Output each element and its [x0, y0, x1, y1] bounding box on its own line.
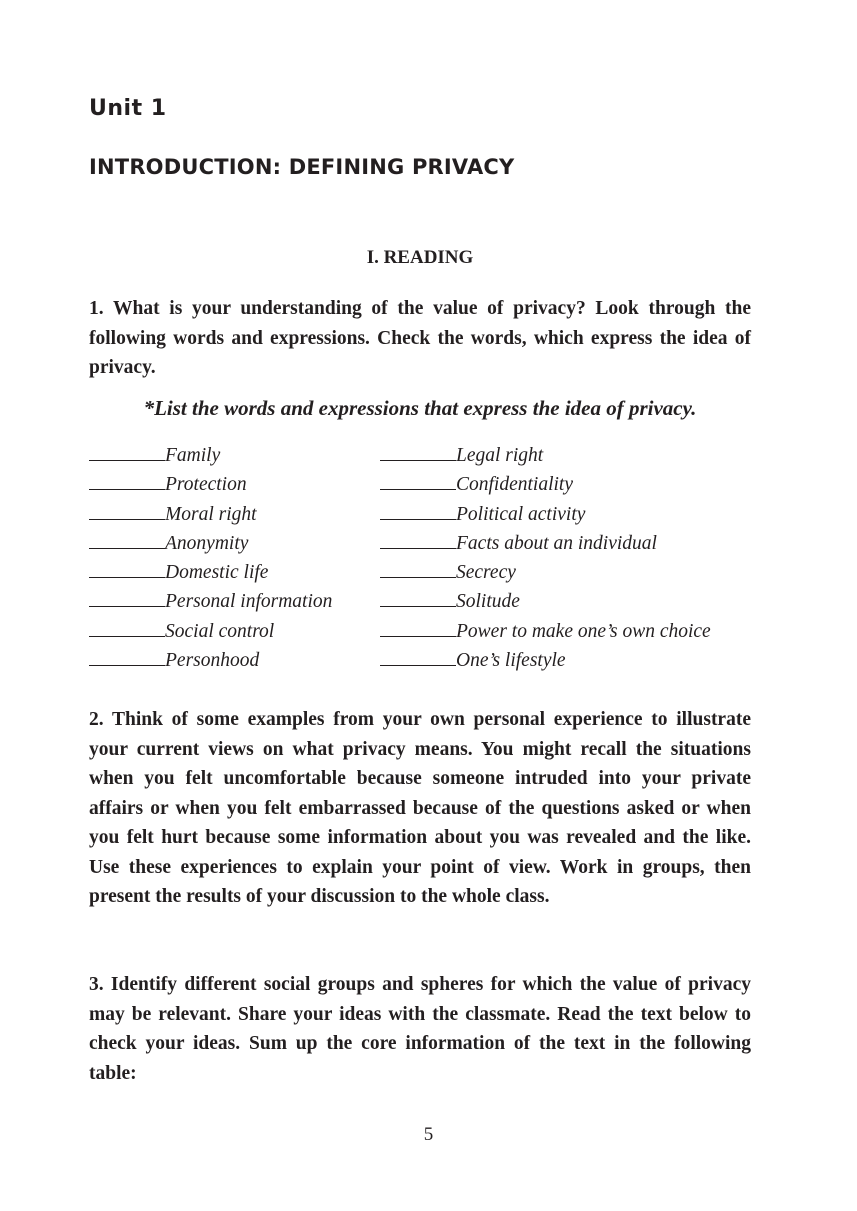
list-item [89, 558, 332, 587]
word-label: Moral right [165, 503, 257, 525]
word-label: Power to make one’s own choice [456, 620, 711, 642]
word-label: Anonymity [165, 532, 249, 554]
list-item [89, 587, 332, 616]
answer-blank[interactable] [380, 617, 456, 637]
word-label: Personhood [165, 650, 260, 672]
task-2-text: 2. Think of some examples from your own personal experience to illustrate your current views on what privacy means. You might recall the situations when you felt uncomfortable because someone intruded into your private affairs or when you felt embarrassed because of the questions asked or when you felt hurt because some information about you was revealed and the like. Use these experiences to explain your point of view. Work in groups, then present the results of your discussion to the whole class. [89, 709, 751, 907]
word-label: Political activity [456, 503, 586, 525]
answer-blank[interactable] [89, 558, 165, 578]
list-item [380, 587, 711, 616]
list-item [89, 646, 332, 675]
word-label: Family [165, 445, 221, 466]
answer-blank[interactable] [380, 646, 456, 666]
page-number: 5 [423, 1124, 434, 1145]
answer-blank[interactable] [89, 470, 165, 490]
list-item [89, 470, 332, 499]
word-label: Legal right [456, 445, 544, 466]
word-label: Solitude [456, 591, 520, 613]
answer-blank[interactable] [89, 529, 165, 549]
instruction-text: *List the words and expressions that express the idea of privacy. [143, 396, 697, 420]
word-label: Domestic life [165, 562, 269, 584]
section-heading: I. READING [366, 247, 474, 268]
answer-blank[interactable] [380, 529, 456, 549]
task-3-text: 3. Identify different social groups and spheres for which the value of privacy may be relevant. Share your ideas with the classmate. Read the text below to check your ideas. Sum up the core information of the text in the following table: [89, 974, 751, 1084]
list-item [89, 529, 332, 558]
answer-blank[interactable] [380, 587, 456, 607]
answer-blank[interactable] [89, 441, 165, 461]
word-label: Facts about an individual [456, 532, 657, 554]
answer-blank[interactable] [89, 500, 165, 520]
answer-blank[interactable] [380, 441, 456, 461]
answer-blank[interactable] [89, 587, 165, 607]
answer-blank[interactable] [380, 470, 456, 490]
word-label: Social control [165, 620, 275, 642]
list-item [380, 470, 711, 499]
word-column-right [380, 441, 711, 675]
answer-blank[interactable] [89, 646, 165, 666]
list-item [89, 441, 332, 470]
word-label: One’s lifestyle [456, 650, 566, 672]
word-column-left [89, 441, 332, 675]
chapter-title: INTRODUCTION: DEFINING PRIVACY [89, 155, 515, 179]
word-label: Personal information [165, 591, 333, 613]
list-item [380, 646, 711, 675]
word-label: Secrecy [456, 562, 516, 584]
list-item [380, 500, 711, 529]
list-item [380, 558, 711, 587]
list-item [380, 441, 711, 470]
unit-title: Unit 1 [89, 96, 167, 121]
word-label: Protection [165, 474, 247, 496]
list-item [380, 529, 711, 558]
answer-blank[interactable] [380, 558, 456, 578]
answer-blank[interactable] [380, 500, 456, 520]
word-label: Confidentiality [456, 474, 573, 496]
list-item [380, 617, 711, 646]
answer-blank[interactable] [89, 617, 165, 637]
task-1-text: 1. What is your understanding of the value of privacy? Look through the following words and expressions. Check the words, which express the idea of privacy. [89, 298, 751, 378]
list-item [89, 617, 332, 646]
list-item [89, 500, 332, 529]
